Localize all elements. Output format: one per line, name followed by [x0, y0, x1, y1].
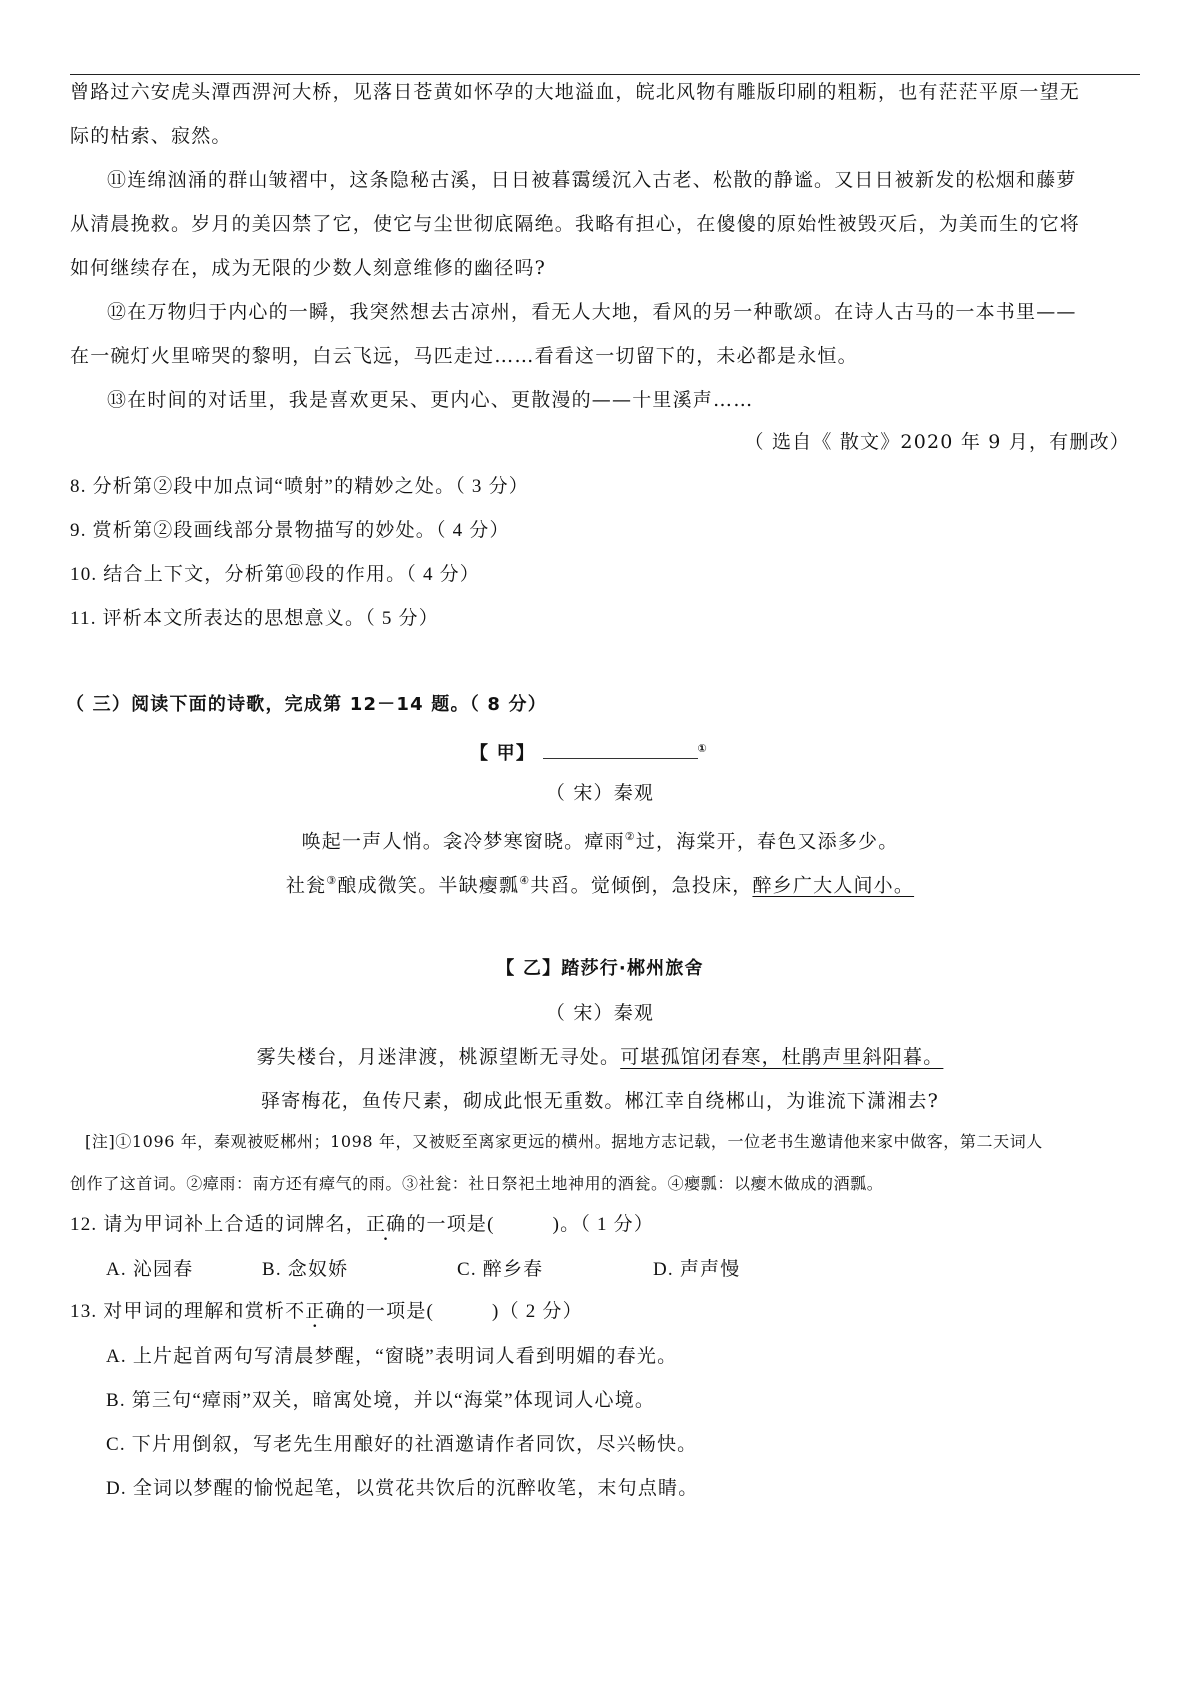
poem-jia-title-prefix: 【 甲】: [470, 743, 536, 764]
passage-p12-line1: ⑫在万物归于内心的一瞬，我突然想去古凉州，看无人大地，看风的另一种歌颂。在诗人古马的一本书里——: [107, 301, 1077, 323]
passage-p11-line3: 如何继续存在，成为无限的少数人刻意维修的幽径吗?: [70, 257, 546, 279]
poem-jia-underlined-line: 醉乡广大人间小。: [752, 874, 915, 897]
q13-option-a[interactable]: A. 上片起首两句写清晨梦醒，“窗晓”表明词人看到明媚的春光。: [106, 1346, 678, 1367]
question-13: 13. 对甲词的理解和赏析不正确的一项是( )（ 2 分）: [70, 1301, 583, 1322]
q12-dotted-word: 正确: [365, 1214, 407, 1235]
section-3-heading: （ 三）阅读下面的诗歌，完成第 12－14 题。（ 8 分）: [66, 694, 547, 715]
question-11: 11. 评析本文所表达的思想意义。（ 5 分）: [70, 608, 439, 629]
passage-p11-line2: 从清晨挽救。岁月的美囚禁了它，使它与尘世彻底隔绝。我略有担心，在傻傻的原始性被毁灭后，为美而生的它将: [70, 213, 1081, 235]
poem-jia-line1: 唤起一声人悄。衾冷梦寒窗晓。瘴雨②过，海棠开，春色又添多少。: [301, 830, 899, 853]
poem-yi-title: 【 乙】踏莎行·郴州旅舍: [496, 958, 704, 979]
question-10: 10. 结合上下文，分析第⑩段的作用。（ 4 分）: [70, 564, 481, 585]
question-9: 9. 赏析第②段画线部分景物描写的妙处。（ 4 分）: [70, 520, 510, 541]
q13-option-b[interactable]: B. 第三句“瘴雨”双关，暗寓处境，并以“海棠”体现词人心境。: [106, 1390, 656, 1411]
poem-jia-line2: 社瓮③酿成微笑。半缺瘿瓢④共舀。觉倾倒，急投床，醉乡广大人间小。: [285, 874, 915, 897]
q12-option-b[interactable]: B. 念奴娇: [262, 1259, 349, 1280]
poem-yi-underlined-line: 可堪孤馆闭春寒，杜鹃声里斜阳暮。: [620, 1046, 944, 1068]
notes-line2: 创作了这首词。②瘴雨：南方还有瘴气的雨。③社瓮：社日祭祀土地神用的酒瓮。④瘿瓢：以瘿木做成的酒瓢。: [70, 1174, 884, 1193]
header-rule: [70, 74, 1140, 75]
passage-p10-line1: 曾路过六安虎头潭西淠河大桥，见落日苍黄如怀孕的大地溢血，皖北风物有雕版印刷的粗粝，也有茫茫平原一望无: [70, 81, 1081, 103]
question-8: 8. 分析第②段中加点词“喷射”的精妙之处。（ 3 分）: [70, 476, 529, 497]
poem-yi-line2: 驿寄梅花，鱼传尺素，砌成此恨无重数。郴江幸自绕郴山，为谁流下潇湘去?: [261, 1090, 939, 1112]
notes-line1: [注]①1096 年，秦观被贬郴州；1098 年，又被贬至离家更远的横州。据地方志记载，一位老书生邀请他来家中做客，第二天词人: [85, 1132, 1043, 1151]
q12-option-a[interactable]: A. 沁园春: [106, 1259, 194, 1280]
question-12: 12. 请为甲词补上合适的词牌名，正确的一项是( )。（ 1 分）: [70, 1214, 655, 1235]
poem-yi-author: （ 宋）秦观: [545, 1002, 655, 1024]
poem-jia-author: （ 宋）秦观: [545, 782, 655, 804]
passage-source: （ 选自《 散文》2020 年 9 月，有删改）: [744, 431, 1130, 453]
passage-p10-line2: 际的枯索、寂然。: [70, 125, 232, 147]
passage-p11-line1: ⑪连绵汹涌的群山皱褶中，这条隐秘古溪，日日被暮霭缓沉入古老、松散的静谧。又日日被新发的松烟和藤萝: [107, 169, 1077, 191]
poem-yi-line1: 雾失楼台，月迷津渡，桃源望断无寻处。可堪孤馆闭春寒，杜鹃声里斜阳暮。: [256, 1046, 944, 1068]
passage-p12-line2: 在一碗灯火里啼哭的黎明，白云飞远，马匹走过……看看这一切留下的，未必都是永恒。: [70, 345, 858, 367]
q13-option-d[interactable]: D. 全词以梦醒的愉悦起笔，以赏花共饮后的沉醉收笔，末句点睛。: [106, 1478, 699, 1499]
poem-jia-title: [470, 735, 708, 768]
poem-jia-title-note: ①: [697, 742, 709, 755]
q13-dotted-word: 不正确: [285, 1301, 346, 1322]
poem-title-blank: [543, 740, 698, 759]
q12-option-c[interactable]: C. 醉乡春: [457, 1259, 544, 1280]
passage-p13-line1: ⑬在时间的对话里，我是喜欢更呆、更内心、更散漫的——十里溪声……: [107, 389, 754, 411]
q12-option-d[interactable]: D. 声声慢: [653, 1259, 741, 1280]
q13-option-c[interactable]: C. 下片用倒叙，写老先生用酿好的社酒邀请作者同饮，尽兴畅快。: [106, 1434, 698, 1455]
